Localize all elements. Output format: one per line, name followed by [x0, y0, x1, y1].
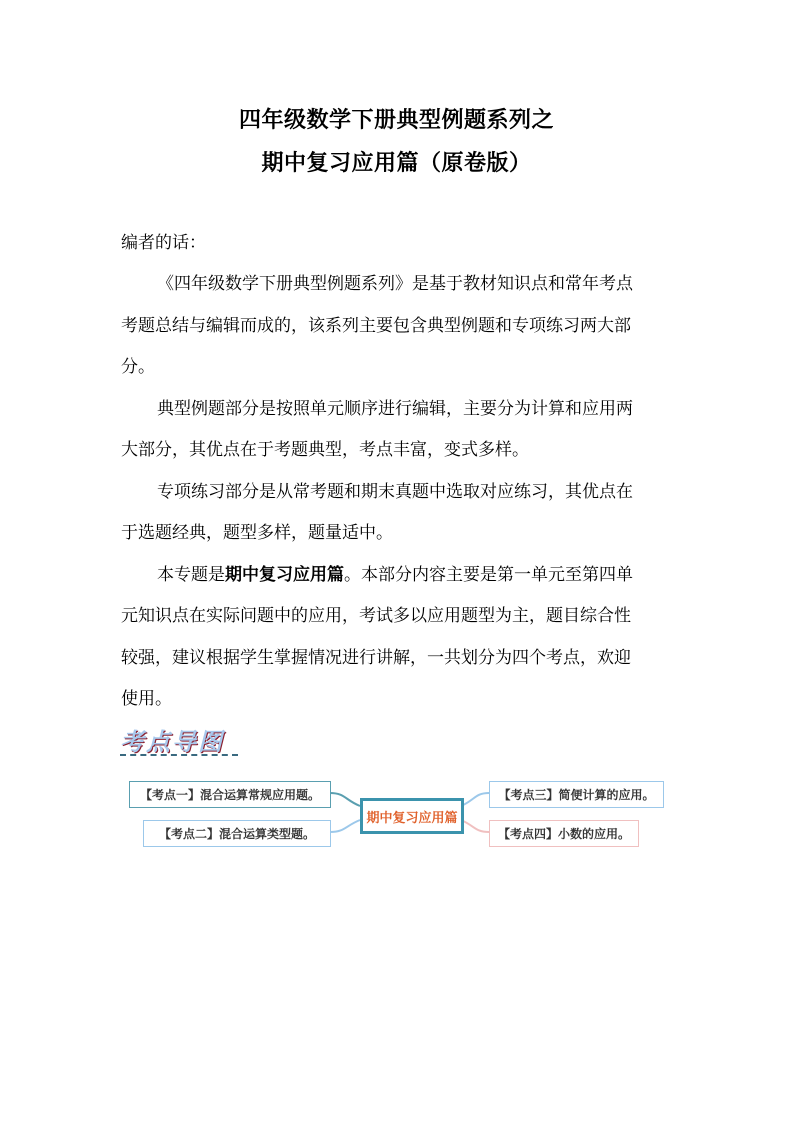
- document-title-line2: 期中复习应用篇（原卷版）: [261, 151, 532, 176]
- mindmap-center-node: 期中复习应用篇: [360, 798, 464, 834]
- paragraph-4-bold-topic: 期中复习应用篇: [225, 565, 344, 585]
- paragraph-1-line-1: 《四年级数学下册典型例题系列》是基于教材知识点和常年考点: [157, 274, 633, 294]
- paragraph-1-line-2: 考题总结与编辑而成的，该系列主要包含典型例题和专项练习两大部: [121, 316, 631, 336]
- editor-heading: 编者的话：: [121, 233, 206, 253]
- paragraph-1-line-3: 分。: [121, 357, 155, 377]
- document-title-line1: 四年级数学下册典型例题系列之: [238, 108, 554, 133]
- mindmap-heading: 考点导图: [120, 727, 224, 756]
- paragraph-2-line-1: 典型例题部分是按照单元顺序进行编辑，主要分为计算和应用两: [157, 399, 633, 419]
- paragraph-3-line-2: 于选题经典，题型多样，题量适中。: [121, 523, 393, 543]
- mindmap-node-3: 【考点三】简便计算的应用。: [489, 781, 664, 808]
- paragraph-2-line-2: 大部分，其优点在于考题典型，考点丰富，变式多样。: [121, 440, 529, 460]
- paragraph-4-line-2: 元知识点在实际问题中的应用，考试多以应用题型为主，题目综合性: [121, 606, 631, 626]
- paragraph-3-line-1: 专项练习部分是从常考题和期末真题中选取对应练习，其优点在: [157, 482, 633, 502]
- paragraph-4-suffix: 。本部分内容主要是第一单元至第四单: [344, 565, 633, 585]
- paragraph-4-line-3: 较强，建议根据学生掌握情况进行讲解，一共划分为四个考点，欢迎: [121, 648, 631, 668]
- mindmap-node-1: 【考点一】混合运算常规应用题。: [129, 781, 331, 808]
- paragraph-4-prefix: 本专题是: [157, 565, 225, 585]
- paragraph-4-line-4: 使用。: [121, 689, 172, 709]
- mindmap-node-2: 【考点二】混合运算类型题。: [143, 820, 331, 847]
- mindmap-node-4: 【考点四】小数的应用。: [489, 820, 639, 847]
